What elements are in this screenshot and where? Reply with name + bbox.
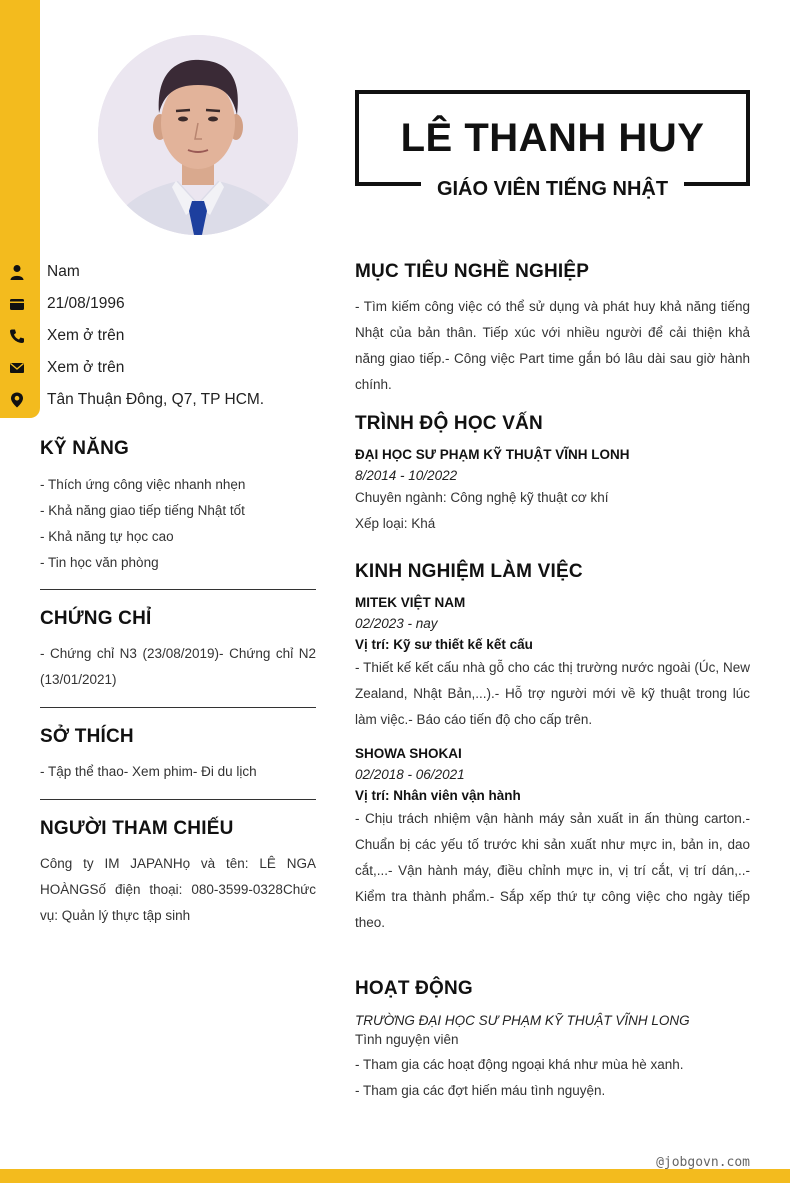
hobbies-section <box>40 726 316 785</box>
activity-item: - Tham gia các hoạt động ngoại khá như mùa hè xanh. <box>355 1057 684 1072</box>
certificates-section <box>40 608 316 693</box>
job-period: 02/2023 - nay <box>355 616 438 631</box>
job-description: - Thiết kế kết cấu nhà gỗ cho các thị trường nước ngoài (Úc, New Zealand, Nhật Bản,...).- Hỗ trợ người mới về kỹ thuật trong lúc làm việc.- Báo cáo tiến độ cho cấp trên. <box>355 660 750 727</box>
skill-item: - Tin học văn phòng <box>40 555 159 570</box>
contact-phone <box>0 320 320 352</box>
references-title: NGƯỜI THAM CHIẾU <box>40 818 234 839</box>
job-title: GIÁO VIÊN TIẾNG NHẬT <box>436 178 669 200</box>
references-section <box>40 818 316 929</box>
job-period: 02/2018 - 06/2021 <box>355 767 465 782</box>
hobbies-text: - Tập thể thao- Xem phim- Đi du lịch <box>40 764 257 779</box>
education-period: 8/2014 - 10/2022 <box>355 468 458 483</box>
contact-gender-text: Nam <box>47 263 80 280</box>
job-description: - Chịu trách nhiệm vận hành máy sản xuất in ấn thùng carton.- Chuẩn bị các yếu tố trước khi sản xuất như mực in, bản in, dao cắt,...- Vận hành máy, điều chỉnh mực in, vị trí cắt, vị trí dán,..- Kiểm tra thành phẩm.- Sắp xếp thứ tự công việc cho ngày tiếp theo. <box>355 811 750 930</box>
objective-section <box>355 261 750 398</box>
contact-email-text[interactable]: Xem ở trên <box>47 359 125 376</box>
activities-section <box>355 978 750 1104</box>
skills-title: KỸ NĂNG <box>40 438 130 459</box>
objective-title: MỤC TIÊU NGHỀ NGHIỆP <box>355 261 590 282</box>
experience-title: KINH NGHIỆM LÀM VIỆC <box>355 561 583 582</box>
references-text: Công ty IM JAPANHọ và tên: LÊ NGA HOÀNGSố điện thoại: 080-3599-0328Chức vụ: Quản lý thực tập sinh <box>40 856 316 923</box>
objective-text: - Tìm kiếm công việc có thể sử dụng và phát huy khả năng tiếng Nhật của bản thân. Tiếp xúc với nhiều người để cải thiện khả năng giao tiếp.- Công việc Part time gắn bó lâu dài sau giờ hành chính. <box>355 299 750 392</box>
divider <box>40 799 316 800</box>
contact-email <box>0 352 320 384</box>
name-header-box <box>355 90 750 200</box>
education-grade: Xếp loại: Khá <box>355 516 436 531</box>
profile-photo <box>98 35 298 235</box>
watermark: @jobgovn.com <box>656 1155 750 1170</box>
contact-birthday <box>0 288 320 320</box>
divider <box>40 707 316 708</box>
activities-org: TRƯỜNG ĐẠI HỌC SƯ PHẠM KỸ THUẬT VĨNH LONG <box>355 1013 690 1028</box>
phone-icon <box>0 328 34 344</box>
job-role: Vị trí: Nhân viên vận hành <box>355 788 521 803</box>
skill-item: - Khả năng giao tiếp tiếng Nhật tốt <box>40 503 245 518</box>
contact-gender <box>0 256 320 288</box>
skill-item: - Thích ứng công việc nhanh nhẹn <box>40 477 246 492</box>
activity-item: - Tham gia các đợt hiến máu tình nguyện. <box>355 1083 606 1098</box>
education-major: Chuyên ngành: Công nghệ kỹ thuật cơ khí <box>355 490 609 505</box>
education-section <box>355 413 750 537</box>
activities-role: Tình nguyện viên <box>355 1032 459 1047</box>
calendar-icon <box>0 296 34 312</box>
contact-address-text: Tân Thuận Đông, Q7, TP HCM. <box>47 391 265 408</box>
activities-title: HOẠT ĐỘNG <box>355 978 473 999</box>
certificates-title: CHỨNG CHỈ <box>40 608 152 629</box>
job-role: Vị trí: Kỹ sư thiết kế kết cấu <box>355 637 533 652</box>
education-school: ĐẠI HỌC SƯ PHẠM KỸ THUẬT VĨNH LONH <box>355 447 630 462</box>
contact-birthday-text: 21/08/1996 <box>47 295 125 312</box>
contact-phone-text[interactable]: Xem ở trên <box>47 327 125 344</box>
full-name: LÊ THANH HUY <box>400 116 705 160</box>
certificates-text: - Chứng chỉ N3 (23/08/2019)- Chứng chỉ N2 (13/01/2021) <box>40 646 316 687</box>
contact-info <box>0 256 320 416</box>
divider <box>40 589 316 590</box>
person-icon <box>0 264 34 280</box>
location-icon <box>0 392 34 408</box>
job-company: SHOWA SHOKAI <box>355 746 462 761</box>
skill-item: - Khả năng tự học cao <box>40 529 174 544</box>
bottom-accent-bar <box>0 1169 790 1183</box>
email-icon <box>0 360 34 376</box>
education-title: TRÌNH ĐỘ HỌC VẤN <box>355 413 543 434</box>
hobbies-title: SỞ THÍCH <box>40 726 134 747</box>
skills-section <box>40 438 316 576</box>
experience-section <box>355 561 750 936</box>
contact-address <box>0 384 320 416</box>
job-company: MITEK VIỆT NAM <box>355 595 466 610</box>
